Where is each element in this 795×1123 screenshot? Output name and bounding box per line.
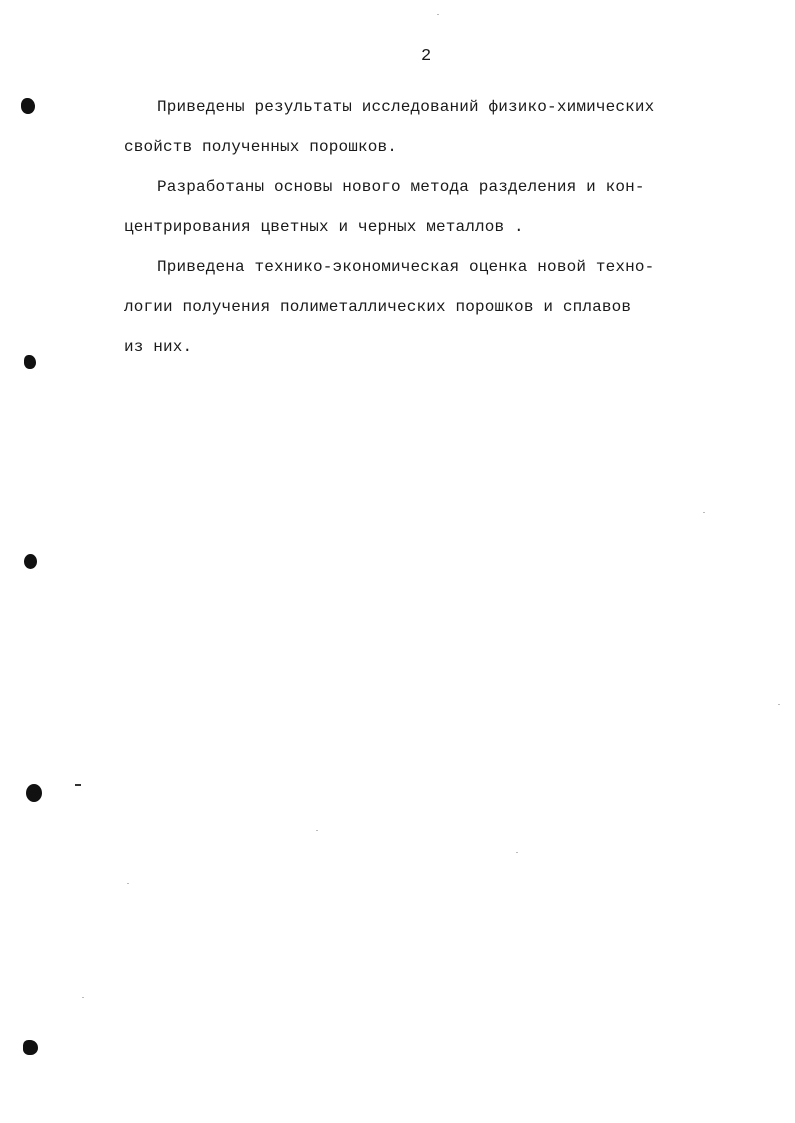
text-line-5: Приведена технико-экономическая оценка новой техно- bbox=[157, 258, 655, 276]
scan-speck bbox=[316, 830, 318, 831]
text-line-2: свойств полученных порошков. bbox=[124, 138, 398, 156]
scan-speck bbox=[703, 512, 705, 513]
scan-speck bbox=[82, 997, 84, 998]
scan-speck bbox=[127, 883, 129, 884]
scan-speck bbox=[778, 704, 780, 705]
scan-speck bbox=[516, 852, 518, 853]
text-line-7: из них. bbox=[124, 338, 193, 356]
punch-hole-mark bbox=[24, 554, 37, 569]
text-line-4: центрирования цветных и черных металлов . bbox=[124, 218, 524, 236]
text-line-3: Разработаны основы нового метода разделения и кон- bbox=[157, 178, 645, 196]
text-line-1: Приведены результаты исследований физико-химических bbox=[157, 98, 655, 116]
punch-hole-mark bbox=[24, 355, 36, 369]
page-number: 2 bbox=[421, 47, 432, 66]
scan-speck bbox=[437, 14, 439, 15]
punch-hole-mark bbox=[23, 1040, 38, 1055]
punch-hole-mark bbox=[21, 98, 35, 114]
text-line-6: логии получения полиметаллических порошков и сплавов bbox=[124, 298, 632, 316]
punch-hole-mark bbox=[26, 784, 42, 802]
scan-dash-mark bbox=[75, 784, 81, 786]
